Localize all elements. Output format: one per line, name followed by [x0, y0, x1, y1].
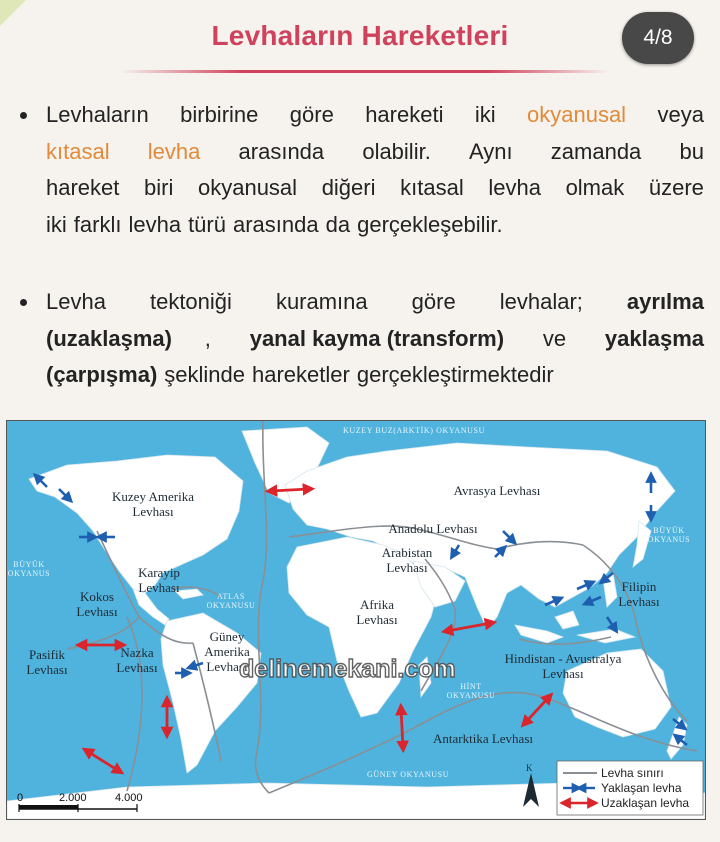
bullet-word: kuramına [275, 289, 368, 314]
bullet-word: yanal kayma (transform) [249, 325, 505, 351]
bullet-line [46, 170, 704, 207]
bullet-word: biri [144, 175, 174, 200]
plate-label-south-america: Güney Amerika Levhası [204, 629, 250, 674]
plate-label-antarctica: Antarktika Levhası [433, 731, 533, 746]
bullet-word: olabilir. [362, 138, 431, 164]
bullet-word: da [325, 211, 351, 237]
bullet-word: , [204, 325, 211, 351]
bullet-line [46, 134, 704, 171]
bullet-word: birbirine [180, 102, 259, 127]
bullet-word: Levhaların [46, 102, 149, 127]
plate-label-caribbean: Karayip Levhası [138, 565, 180, 595]
bullet-line [46, 321, 704, 358]
ocean-label-arctic: KUZEY BUZ(ARKTİK) OKYANUSU [343, 426, 485, 435]
bullet-word: bu [679, 138, 704, 164]
bullet-dot [20, 112, 27, 119]
bullet-word: hareketi [365, 102, 444, 127]
scale-tick-label: 0 [17, 792, 24, 804]
plate-label-indo-australia: Hindistan - Avustralya Levhası [504, 651, 622, 681]
page-indicator-badge[interactable]: 4/8 [622, 12, 694, 64]
bullet-word: arasında [238, 138, 325, 164]
bullet-word: gerçekleşebilir. [357, 211, 503, 237]
watermark-text: delinemekani.com [239, 655, 456, 683]
world-plate-map [6, 420, 706, 820]
plate-label-arabia: Arabistan Levhası [381, 545, 433, 575]
bullet-word: şeklinde [164, 362, 245, 387]
bullet-word: (çarpışma) [46, 362, 158, 387]
plate-label-africa: Afrika Levhası [356, 597, 398, 627]
plate-label-philippine: Filipin Levhası [618, 579, 660, 609]
scale-tick-label: 2.000 [59, 792, 87, 804]
plate-label-north-america: Kuzey Amerika Levhası [112, 489, 194, 519]
bullet-word: iki [46, 211, 67, 237]
bullet-word: Aynı [468, 138, 513, 164]
plate-label-eurasia: Avrasya Levhası [453, 483, 541, 498]
bullet-word: olmak [565, 175, 625, 200]
map-legend [557, 761, 703, 815]
bullet-word: levha [128, 211, 182, 237]
bullet-word: yaklaşma [604, 325, 704, 351]
bullet-word: kıtasal [400, 175, 464, 200]
bullet-word: göre [289, 102, 334, 127]
ocean-label-indian: HİNT OKYANUSU [446, 682, 496, 700]
north-marker-label: K [526, 763, 533, 773]
bullet-word: Levha [46, 289, 106, 314]
bullet-line [46, 97, 704, 134]
diverging-arrow [271, 489, 309, 491]
bullet-dot [20, 299, 27, 306]
bullet-word: hareket [46, 175, 120, 200]
plate-label-anatolia: Anadolu Levhası [388, 521, 478, 536]
bullet-word: ayrılma [626, 289, 704, 314]
diverging-arrow [401, 709, 403, 747]
scale-segment [19, 805, 78, 809]
bullet-line [46, 207, 704, 244]
legend-diverging-label: Uzaklaşan levha [601, 796, 690, 810]
ocean-label-southern: GÜNEY OKYANUSU [367, 770, 450, 779]
bullet-word: levhalar; [499, 289, 583, 314]
plate-label-nazca: Nazka Levhası [116, 645, 158, 675]
ocean-label-pacific-west: BÜYÜK OKYANUS [7, 560, 51, 578]
bullet-plate-motion [20, 97, 704, 243]
bullet-word: türü [188, 211, 226, 237]
legend-boundary-label: Levha sınırı [601, 766, 664, 780]
bullet-plate-tectonics [20, 284, 704, 394]
bullet-word: levha [488, 175, 541, 200]
title-underline [120, 70, 610, 73]
bullet-word: arasında [232, 211, 319, 237]
scale-tick-label: 4.000 [115, 792, 143, 804]
bullet-word: zamanda [550, 138, 642, 164]
bullet-word: farklı [73, 211, 122, 237]
plate-label-pacific: Pasifik Levhası [26, 647, 68, 677]
bullet-word: iki [474, 102, 496, 127]
bullet-word: kıtasal [46, 138, 110, 164]
bullet-word: levha [147, 138, 201, 164]
legend-converging-label: Yaklaşan levha [601, 781, 682, 795]
bullet-word: tektoniği [149, 289, 232, 314]
bullet-word: diğeri [321, 175, 376, 200]
bullet-word: okyanusal [197, 175, 298, 200]
ocean-label-pacific-east: BÜYÜK OKYANUS [647, 526, 691, 544]
bullet-word: gerçekleştirmektedir [356, 362, 554, 387]
bullet-word: okyanusal [527, 102, 627, 127]
bullet-word: (uzaklaşma) [46, 325, 172, 351]
plate-label-cocos: Kokos Levhası [76, 589, 118, 619]
ocean-label-atlantic: ATLAS OKYANUSU [206, 592, 256, 610]
bullet-line [46, 357, 704, 394]
bullet-word: üzere [648, 175, 704, 200]
bullet-word: ve [542, 325, 567, 351]
bullet-word: veya [657, 102, 704, 127]
bullet-word: hareketler [252, 362, 350, 387]
page-title: Levhaların Hareketleri [211, 20, 509, 51]
bullet-word: göre [411, 289, 456, 314]
bullet-line [46, 284, 704, 321]
